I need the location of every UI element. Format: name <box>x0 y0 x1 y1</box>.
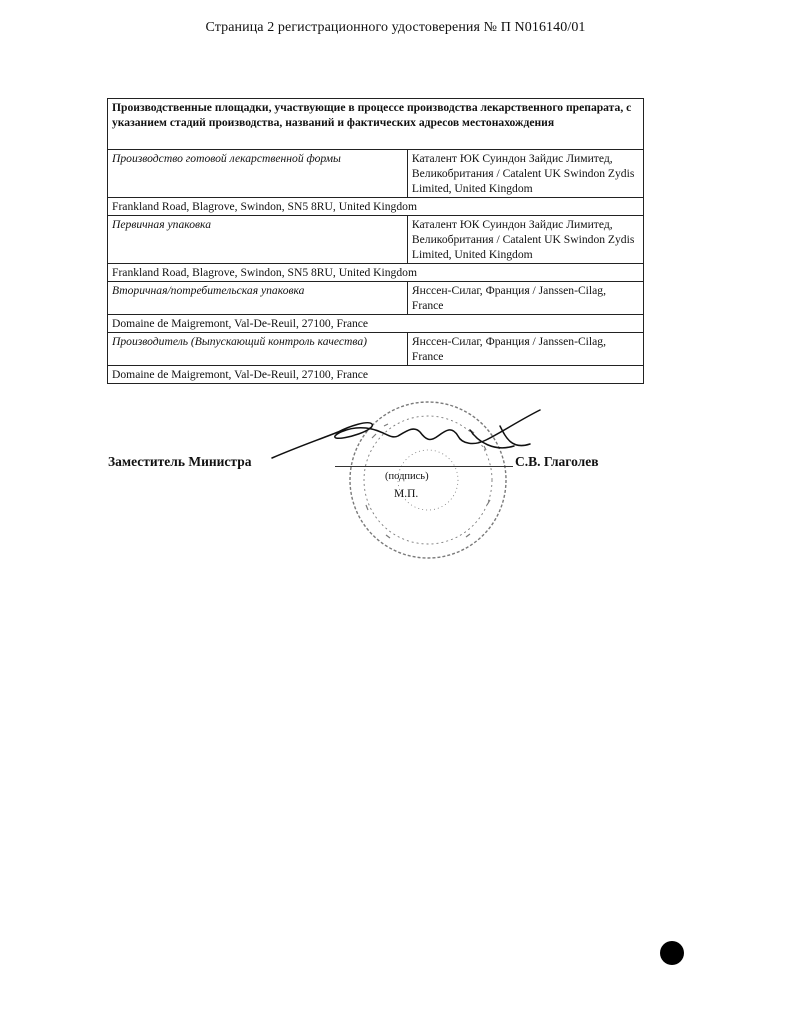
stage-cell: Вторичная/потребительская упаковка <box>108 282 408 315</box>
company-cell: Янссен-Силаг, Франция / Janssen-Cilag, France <box>407 333 643 366</box>
stage-cell: Производство готовой лекарственной формы <box>108 150 408 198</box>
seal-caption: М.П. <box>394 488 419 500</box>
address-cell: Frankland Road, Blagrove, Swindon, SN5 8RU, United Kingdom <box>108 264 644 282</box>
company-cell: Янссен-Силаг, Франция / Janssen-Cilag, France <box>407 282 643 315</box>
company-cell: Каталент ЮК Суиндон Зайдис Лимитед, Великобритания / Catalent UK Swindon Zydis Limited, United Kingdom <box>407 150 643 198</box>
stage-cell: Производитель (Выпускающий контроль качества) <box>108 333 408 366</box>
stage-cell: Первичная упаковка <box>108 216 408 264</box>
address-cell: Domaine de Maigremont, Val-De-Reuil, 27100, France <box>108 315 644 333</box>
signer-title: Заместитель Министра <box>108 454 252 469</box>
address-cell: Domaine de Maigremont, Val-De-Reuil, 27100, France <box>108 366 644 384</box>
address-cell: Frankland Road, Blagrove, Swindon, SN5 8RU, United Kingdom <box>108 198 644 216</box>
company-cell: Каталент ЮК Суиндон Зайдис Лимитед, Великобритания / Catalent UK Swindon Zydis Limited, United Kingdom <box>407 216 643 264</box>
scan-mark-dot <box>660 941 684 965</box>
page-header: Страница 2 регистрационного удостоверения № П N016140/01 <box>205 20 586 35</box>
handwritten-signature <box>272 410 540 458</box>
signer-name: С.В. Глаголев <box>515 454 599 469</box>
table-heading: Производственные площадки, участвующие в процессе производства лекарственного препарата, с указанием стадий производства, названий и фактических адресов местонахождения <box>108 99 644 150</box>
signature-caption: (подпись) <box>385 471 429 482</box>
signature-line <box>335 466 513 467</box>
